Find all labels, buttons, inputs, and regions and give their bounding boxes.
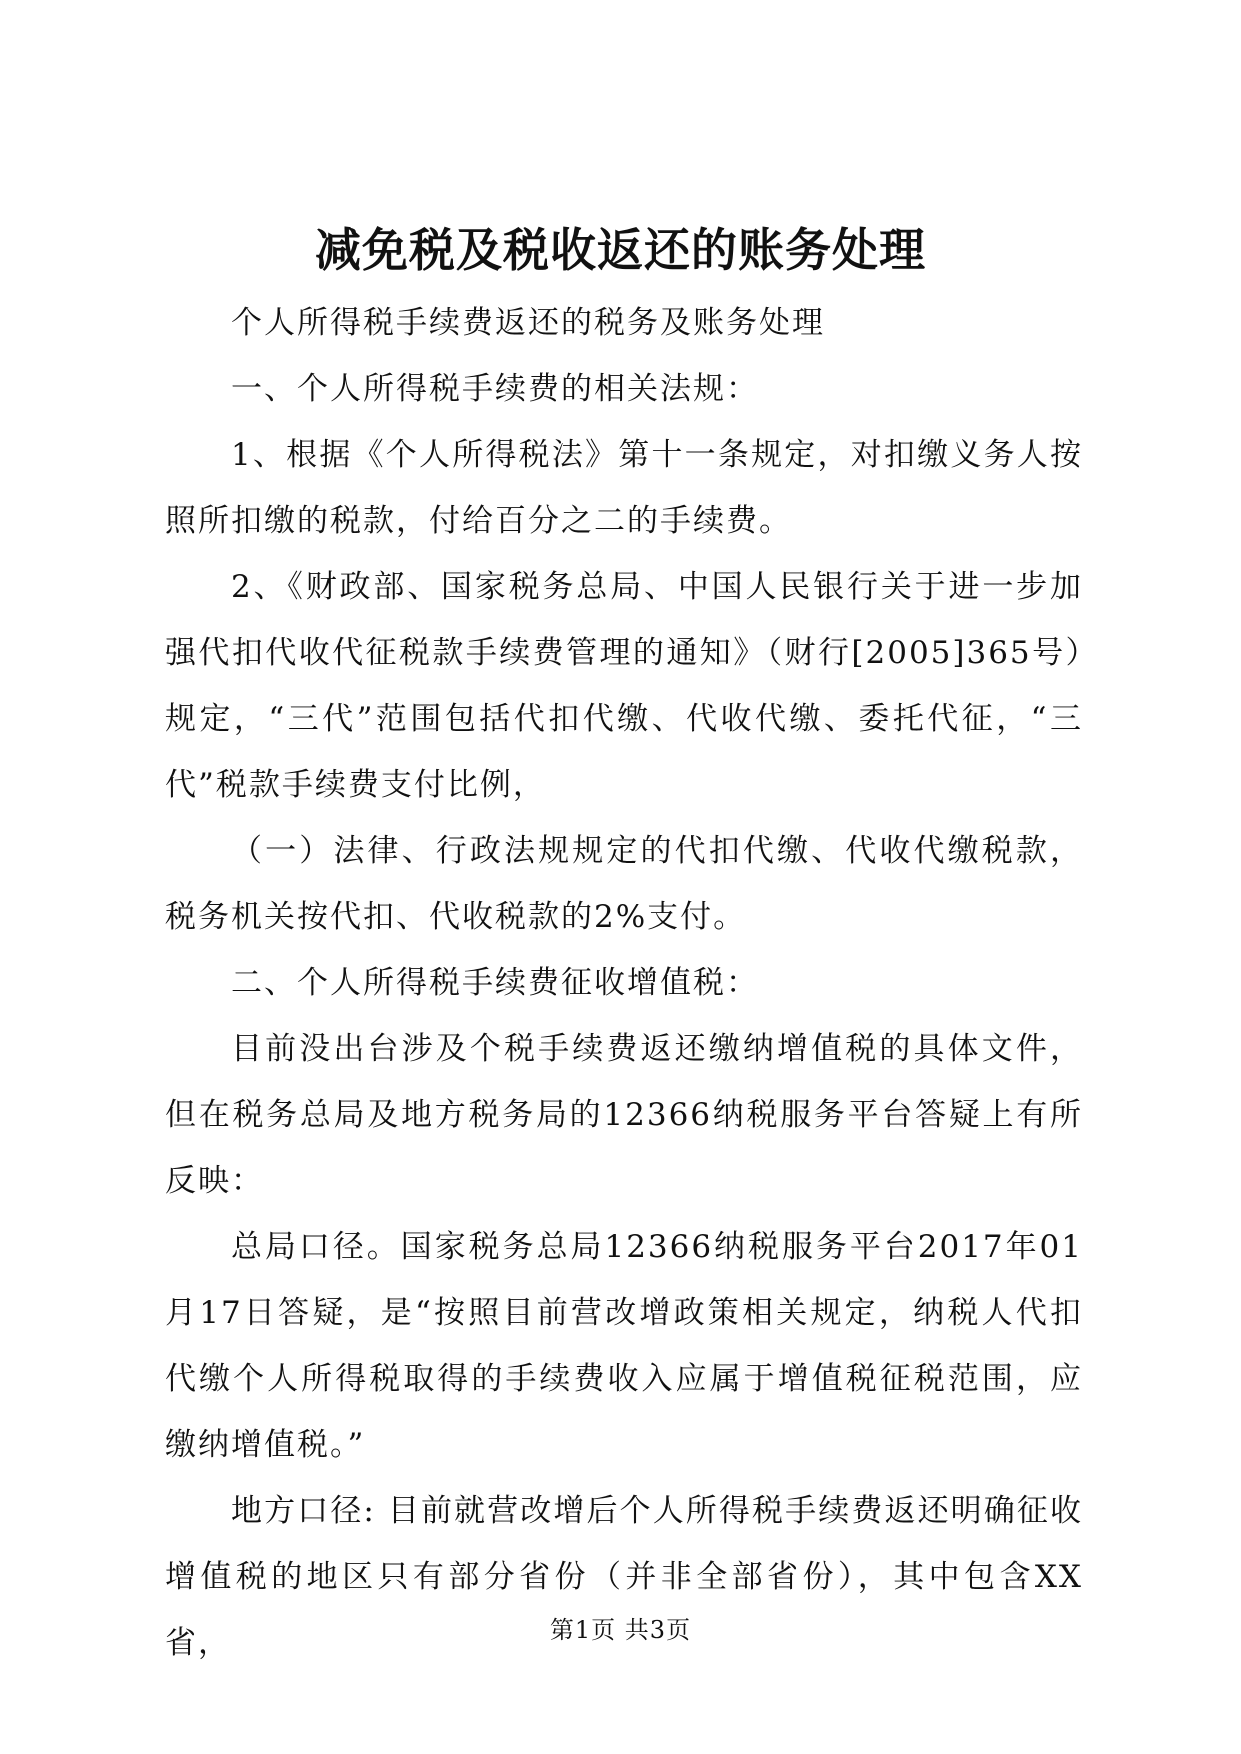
paragraph: 二、个人所得税手续费征收增值税： xyxy=(231,965,759,1001)
paragraph: 地方口径: 目前就营改增后个人所得税手续费返还明确征收增值税的地区只有部分省份（并非全部省份），其中包含XX省， xyxy=(165,1493,1083,1661)
document-title: 减免税及税收返还的账务处理 xyxy=(315,223,926,277)
paragraph: 个人所得税手续费返还的税务及账务处理 xyxy=(231,305,825,341)
paragraph: 1、根据《个人所得税法》第十一条规定，对扣缴义务人按照所扣缴的税款，付给百分之二的手续费。 xyxy=(165,437,1083,539)
paragraph: 总局口径。国家税务总局12366纳税服务平台2017年01月17日答疑，是“按照目前营改增政策相关规定，纳税人代扣代缴个人所得税取得的手续费收入应属于增值税征税范围，应缴纳增值税。” xyxy=(165,1229,1083,1463)
paragraph: 目前没出台涉及个税手续费返还缴纳增值税的具体文件，但在税务总局及地方税务局的12366纳税服务平台答疑上有所反映： xyxy=(165,1031,1083,1199)
page-number-footer: 第1页 共3页 xyxy=(549,1616,692,1644)
paragraph: （一）法律、行政法规规定的代扣代缴、代收代缴税款，税务机关按代扣、代收税款的2%支付。 xyxy=(165,833,1083,935)
paragraph: 一、个人所得税手续费的相关法规： xyxy=(231,371,759,407)
paragraph: 2、《财政部、国家税务总局、中国人民银行关于进一步加强代扣代收代征税款手续费管理的通知》（财行[2005]365号）规定，“三代”范围包括代扣代缴、代收代缴、委托代征，“三代”税款手续费支付比例， xyxy=(165,569,1083,803)
document-body xyxy=(165,290,1083,1676)
